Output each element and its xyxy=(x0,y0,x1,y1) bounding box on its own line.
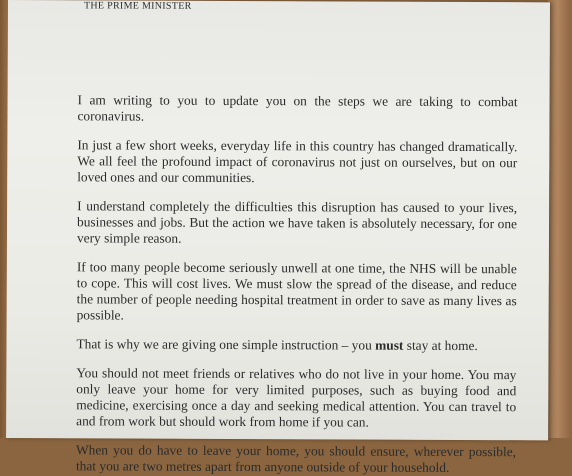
letterhead: THE PRIME MINISTER xyxy=(83,0,192,12)
letter-body xyxy=(76,92,518,476)
instruction-text-before: That is why we are giving one simple instruction – you xyxy=(76,336,376,353)
paragraph-6: You should not meet friends or relatives who do not live in your home. You may only leave your home for very limited purposes, such as buying food and medicine, exercising once a day and seeking medical attention. You can travel to and from work but should work from home if you can. xyxy=(76,365,517,430)
instruction-emphasis: must xyxy=(375,337,404,353)
paragraph-5 xyxy=(76,336,516,354)
paragraph-3: I understand completely the difficulties this disruption has caused to your lives, businesses and jobs. But the action we have taken is absolutely necessary, for one very simple reason. xyxy=(76,198,518,246)
paragraph-4: If too many people become seriously unwell at one time, the NHS will be unable to cope. This will cost lives. We must slow the spread of the disease, and reduce the number of people needing hospital treatment in order to save as many lives as possible. xyxy=(76,259,517,323)
paragraph-1: I am writing to you to update you on the steps we are taking to combat coronavirus. xyxy=(77,92,518,124)
table-surface-right xyxy=(548,0,572,438)
letter-page xyxy=(6,0,550,475)
paragraph-2: In just a few short weeks, everyday life in this country has changed dramatically. We all feel the profound impact of coronavirus not just on ourselves, but on our loved ones and our communities. xyxy=(77,137,518,186)
instruction-text-after: stay at home. xyxy=(403,337,478,354)
paragraph-7: When you do have to leave your home, you should ensure, wherever possible, that you are two metres apart from anyone outside of your household. xyxy=(75,442,517,475)
